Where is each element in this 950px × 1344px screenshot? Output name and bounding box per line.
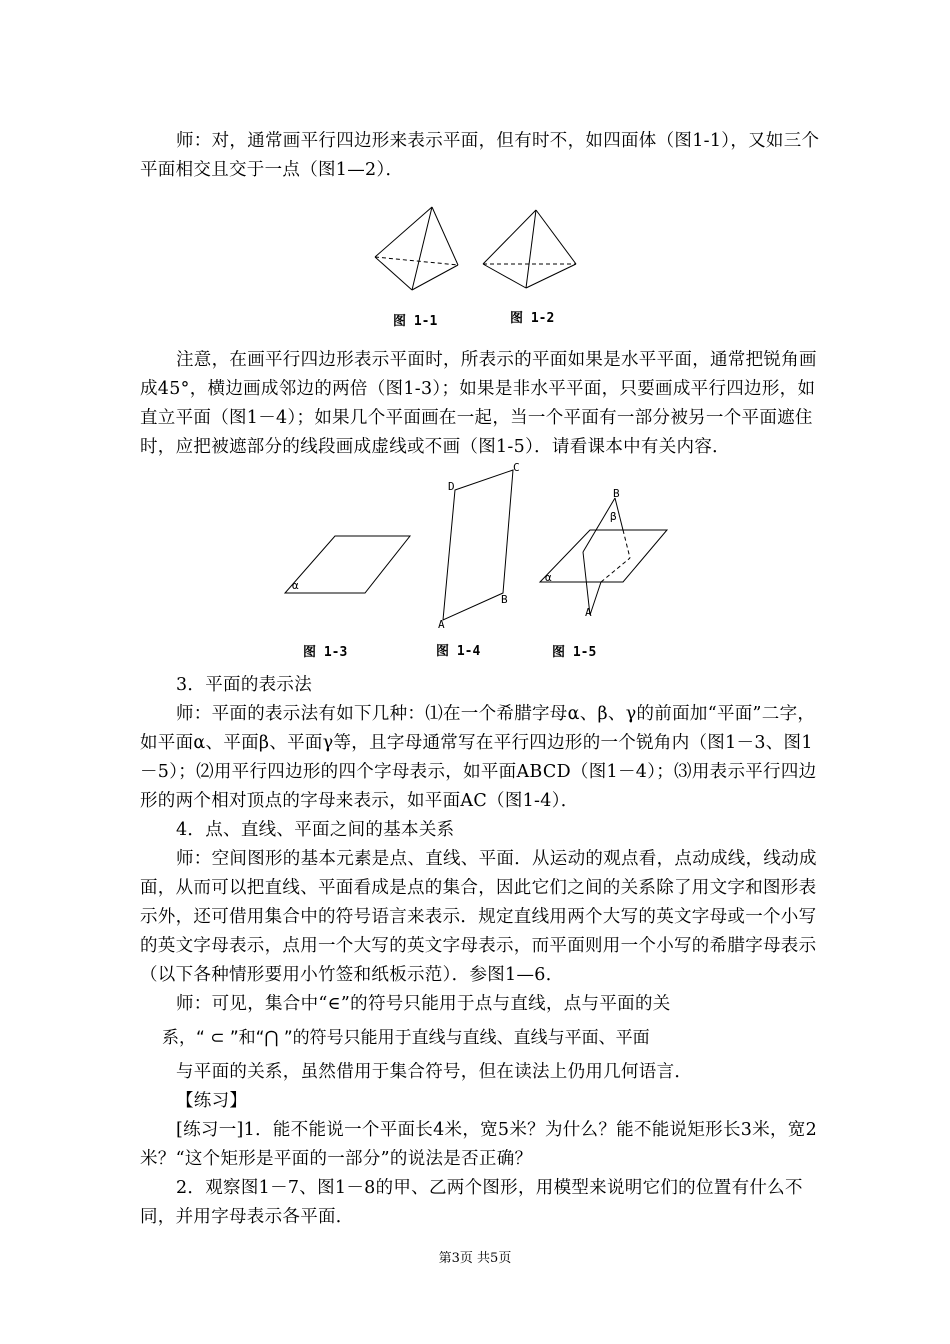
label-b-fig-1-4: B [501,593,508,606]
paragraph-basic-relations: 师：空间图形的基本元素是点、直线、平面．从运动的观点看，点动成线，线动成面，从而可以把直线、平面看成是点的集合，因此它们之间的关系除了用文字和图形表示外，还可借用集合中的符号语言来表示．规定直线用两个大写的英文字母或一个小写的英文字母表示，点用一个大写的英文字母表示，而平面则用一个小写的希腊字母表示（以下各种情形要用小竹签和纸板示范）．参图1—6． [140,849,817,985]
caption-fig-1-3: 图 1-3 [303,645,348,660]
label-alpha-fig-1-5: α [545,571,552,584]
paragraph-drawing-notes: 注意，在画平行四边形表示平面时，所表示的平面如果是水平平面，通常把锐角画成45°，横边画成邻边的两倍（图1-3）；如果是非水平平面，只要画成平行四边形，如直立平面（图1－4）；如果几个平面画在一起，当一个平面有一部分被另一个平面遮住时，应把被遮部分的线段画成虚线或不画（图1-5）．请看课本中有关内容． [140,350,817,457]
paragraph-set-symbols-line2: 系，“ ⊂ ”和“⋂ ”的符号只能用于直线与直线、直线与平面、平面 [162,1028,650,1048]
label-a-fig-1-5: A [585,606,592,619]
paragraph-set-symbols-line3: 与平面的关系，虽然借用于集合符号，但在读法上仍用几何语言． [176,1062,693,1082]
paragraph-plane-notation: 师：平面的表示法有如下几种：⑴在一个希腊字母α、β、γ的前面加“平面”二字，如平面α、平面β、平面γ等，且字母通常写在平行四边形的一个锐角内（图1－3、图1－5）；⑵用平行四边形的四个字母表示，如平面ABCD（图1－4）；⑶用表示平行四边形的两个相对顶点的字母来表示，如平面AC（图1-4）． [140,704,817,811]
label-d-fig-1-4: D [448,480,455,493]
caption-fig-1-4: 图 1-4 [436,644,481,659]
paragraph-set-symbols: 师：可见，集合中“∈”的符号只能用于点与直线，点与平面的关 [176,994,671,1014]
exercise-1: [练习一]1．能不能说一个平面长4米，宽5米？为什么？能不能说矩形长3米，宽2米？“这个矩形是平面的一部分”的说法是否正确？ [140,1120,818,1169]
exercise-2: 2．观察图1－7、图1－8的甲、乙两个图形，用模型来说明它们的位置有什么不同，并用字母表示各平面． [140,1178,803,1227]
figure-horizontal-plane [280,528,420,598]
caption-fig-1-2: 图 1-2 [510,311,555,326]
figure-intersecting-planes [535,490,675,620]
page-footer: 第3页 共5页 [438,1251,512,1266]
label-c-fig-1-4: C [513,461,520,474]
heading-basic-relations: 4．点、直线、平面之间的基本关系 [176,820,455,840]
label-alpha-fig-1-3: α [292,579,299,592]
figure-tetrahedron [370,205,470,295]
figure-three-planes [478,208,582,303]
label-beta-fig-1-5: β [610,510,617,523]
label-a-fig-1-4: A [438,618,445,631]
label-b-fig-1-5: B [613,487,620,500]
paragraph-tetrahedron: 师：对，通常画平行四边形来表示平面，但有时不，如四面体（图1-1），又如三个平面相交且交于一点（图1—2）． [140,131,820,180]
heading-practice: 【练习】 [176,1091,248,1111]
heading-plane-notation: 3．平面的表示法 [176,675,313,695]
caption-fig-1-1: 图 1-1 [393,314,438,329]
caption-fig-1-5: 图 1-5 [552,645,597,660]
